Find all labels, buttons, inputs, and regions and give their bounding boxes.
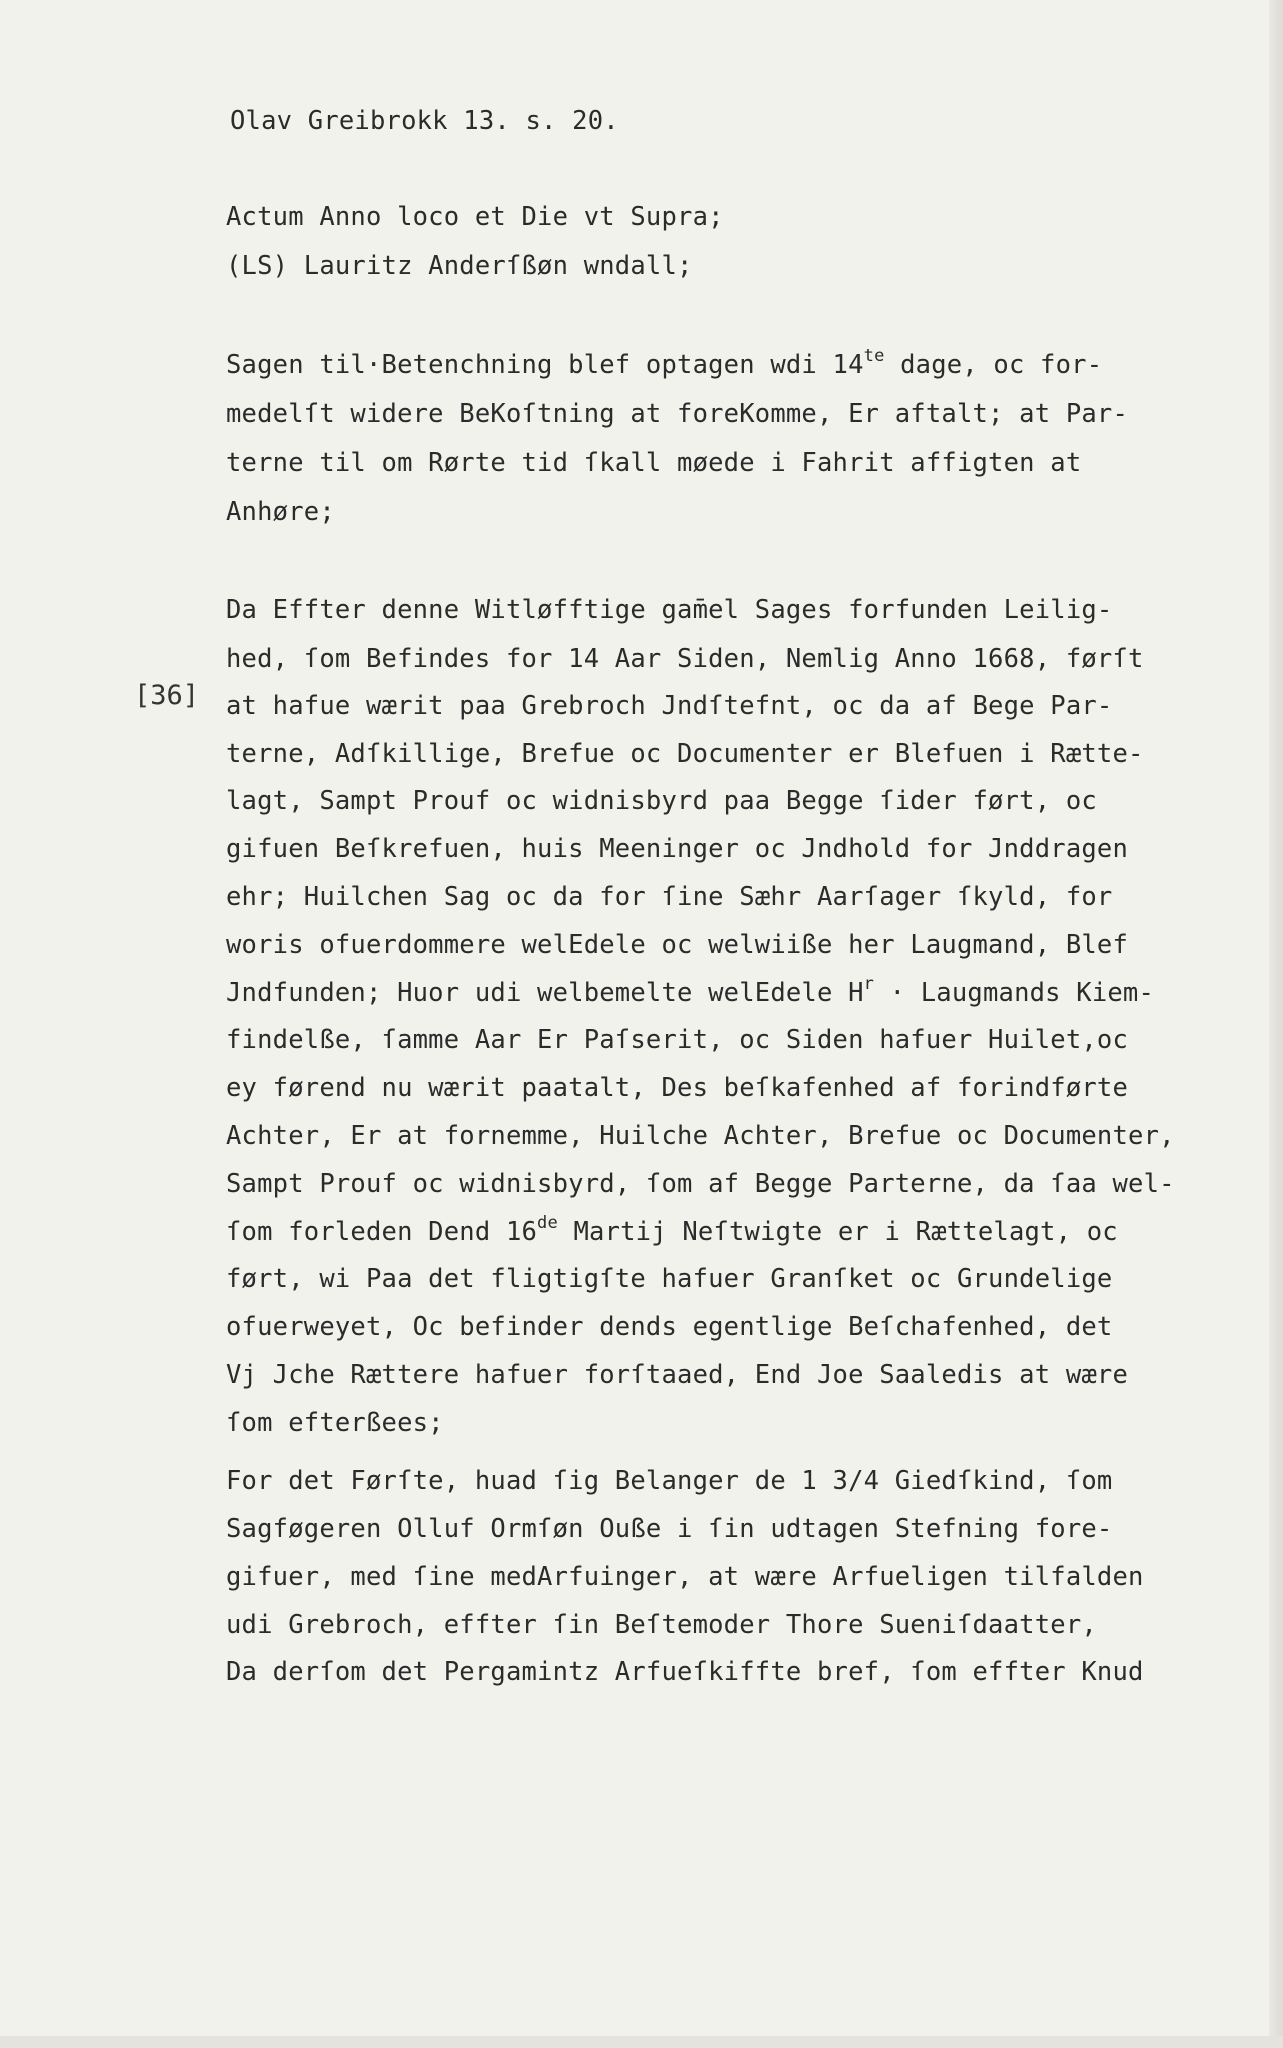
text-line-27: gifuer, med ſine medArfuinger, at wære Arfueligen tilfalden	[226, 1562, 1144, 1592]
text-line-9: at hafue wærit paa Grebroch Jndſtefnt, oc da af Bege Par-	[226, 691, 1113, 721]
scan-edge-bottom	[0, 2036, 1283, 2048]
margin-page-number: [36]	[134, 680, 200, 711]
text-line-24: ſom efterßees;	[226, 1408, 444, 1438]
text-line-3-main: Sagen til·Betenchning blef optagen wdi 14	[226, 350, 864, 380]
text-line-11: lagt, Sampt Prouf oc widnisbyrd paa Begge ſider ført, oc	[226, 786, 1097, 816]
text-line-15-tail: · Laugmands Kiem-	[874, 978, 1155, 1008]
text-line-13: ehr; Huilchen Sag oc da for ſine Sæhr Aarſager ſkyld, for	[226, 882, 1113, 912]
text-line-17: ey førend nu wærit paatalt, Des beſkafenhed af forindførte	[226, 1073, 1129, 1103]
text-line-2: (LS) Lauritz Anderſßøn wndall;	[226, 251, 693, 281]
text-line-3-tail: dage, oc for-	[884, 350, 1103, 380]
text-line-7: Da Effter denne Witløfftige gam̄el Sages forfunden Leilig-	[226, 595, 1113, 625]
text-line-3	[226, 346, 1103, 380]
text-line-20	[226, 1213, 1118, 1247]
text-line-18: Achter, Er at fornemme, Huilche Achter, Brefue oc Documenter,	[226, 1121, 1175, 1151]
text-line-25: For det Førſte, huad ſig Belanger de 1 3/4 Giedſkind, ſom	[226, 1466, 1113, 1496]
text-line-4: medelſt widere BeKoſtning at foreKomme, Er aftalt; at Par-	[226, 399, 1129, 429]
text-line-19: Sampt Prouf oc widnisbyrd, ſom af Begge Parterne, da ſaa wel-	[226, 1169, 1175, 1199]
text-line-23: Vj Jche Rættere hafuer forſtaaed, End Joe Saaledis at wære	[226, 1360, 1129, 1390]
text-line-26: Sagføgeren Olluf Ormſøn Ouße i ſin udtagen Stefning fore-	[226, 1514, 1113, 1544]
text-line-15	[226, 974, 1155, 1008]
text-line-28: udi Grebroch, effter ſin Beſtemoder Thore Sueniſdaatter,	[226, 1610, 1097, 1640]
text-line-21: ført, wi Paa det fligtigſte hafuer Granſket oc Grundelige	[226, 1264, 1113, 1294]
scan-edge-right	[1269, 0, 1283, 2048]
text-line-6: Anhøre;	[226, 497, 335, 527]
superscript-2: r	[863, 974, 875, 994]
text-line-20-main: ſom forleden Dend 16	[226, 1217, 538, 1247]
text-line-16: findelße, ſamme Aar Er Paſserit, oc Siden hafuer Huilet,oc	[226, 1025, 1129, 1055]
text-line-20-tail: Martij Neſtwigte er i Rættelagt, oc	[557, 1217, 1118, 1247]
text-line-10: terne, Adſkillige, Brefue oc Documenter er Blefuen i Rætte-	[226, 739, 1144, 769]
document-header: Olav Greibrokk 13. s. 20.	[230, 106, 619, 136]
text-line-14: woris ofuerdommere welEdele oc welwiiße her Laugmand, Blef	[226, 930, 1129, 960]
text-line-8: hed, ſom Befindes for 14 Aar Siden, Nemlig Anno 1668, førſt	[226, 644, 1144, 674]
text-line-1: Actum Anno loco et Die vt Supra;	[226, 202, 724, 232]
superscript-1: te	[863, 346, 885, 366]
text-line-15-main: Jndfunden; Huor udi welbemelte welEdele H	[226, 978, 864, 1008]
superscript-3: de	[537, 1213, 558, 1233]
text-line-12: gifuen Beſkrefuen, huis Meeninger oc Jndhold for Jnddragen	[226, 834, 1129, 864]
text-line-29: Da derſom det Pergamintz Arfueſkiffte bref, ſom effter Knud	[226, 1657, 1144, 1687]
text-line-5: terne til om Rørte tid ſkall møede i Fahrit affigten at	[226, 448, 1082, 478]
text-line-22: ofuerweyet, Oc befinder dends egentlige Beſchafenhed, det	[226, 1312, 1113, 1342]
